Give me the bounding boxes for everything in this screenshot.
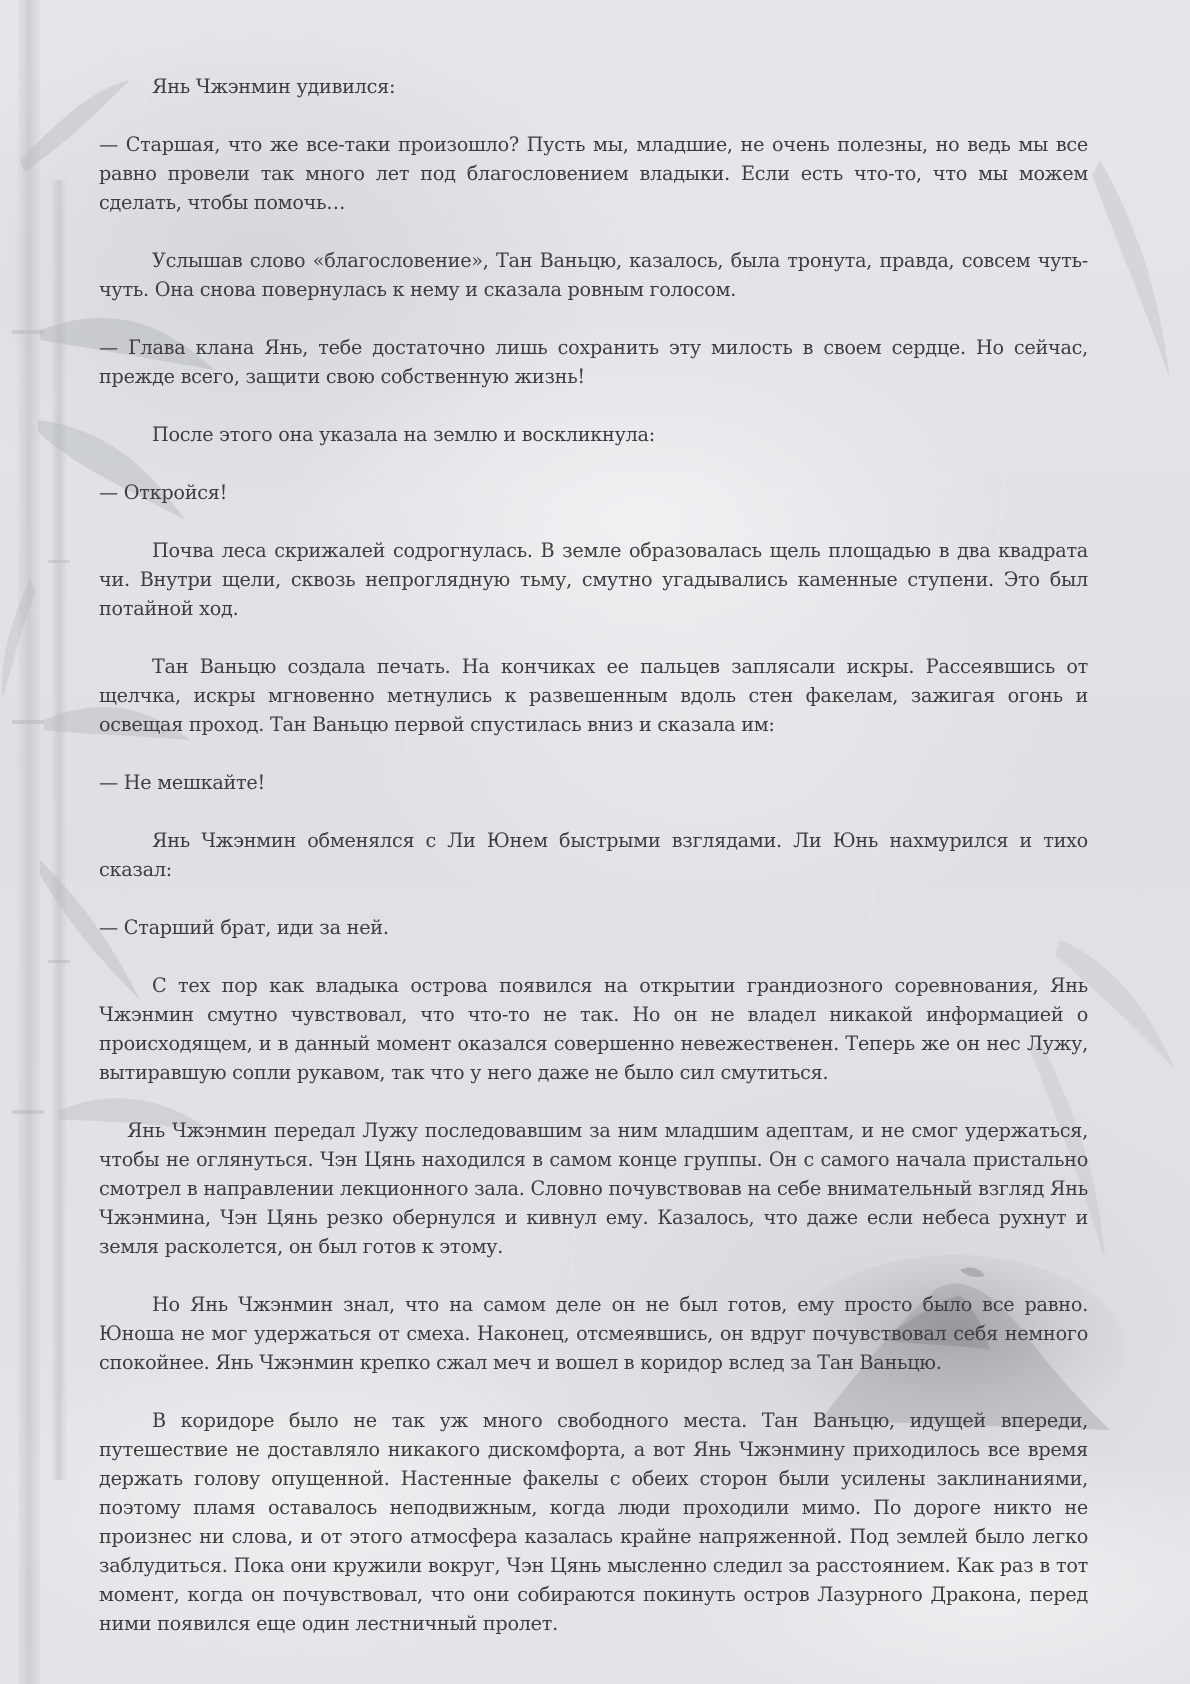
- paragraph: Янь Чжэнмин удивился:: [152, 75, 396, 98]
- paragraph: Янь Чжэнмин обменялся с Ли Юнем быстрыми взглядами. Ли Юнь нахмурился и тихо сказал:: [99, 829, 1088, 881]
- paragraph: С тех пор как владыка острова появился на открытии грандиозного соревнования, Янь Чжэнмин смутно чувствовал, что что-то не так. Но он не владел никакой информацией о происходящем, и в данный момент оказался совершенно невежественен. Теперь же он нес Лужу, вытиравшую сопли рукавом, так что у него даже не было сил смутиться.: [99, 974, 1088, 1084]
- dialogue-paragraph: — Откройся!: [99, 481, 228, 504]
- paragraph: В коридоре было не так уж много свободного места. Тан Ваньцю, идущей впереди, путешествие не доставляло никакого дискомфорта, а вот Янь Чжэнмину приходилось все время держать голову опущенной. Настенные факелы с обеих сторон были усилены заклинаниями, поэтому пламя оставалось неподвижным, когда люди проходили мимо. По дороге никто не произнес ни слова, и от этого атмосфера казалась крайне напряженной. Под землей было легко заблудиться. Пока они кружили вокруг, Чэн Цянь мысленно следил за расстоянием. Как раз в тот момент, когда он почувствовал, что они собираются покинуть остров Лазурного Дракона, перед ними появился еще один лестничный пролет.: [99, 1409, 1088, 1635]
- paragraph: Тан Ваньцю создала печать. На кончиках ее пальцев заплясали искры. Рассеявшись от щелчка, искры мгновенно метнулись к развешенным вдоль стен факелам, зажигая огонь и освещая проход. Тан Ваньцю первой спустилась вниз и сказала им:: [99, 655, 1088, 736]
- dialogue-paragraph: — Старший брат, иди за ней.: [99, 916, 389, 939]
- paragraph: Почва леса скрижалей содрогнулась. В земле образовалась щель площадью в два квадрата чи. Внутри щели, сквозь непроглядную тьму, смутно угадывались каменные ступени. Это был потайной ход.: [99, 539, 1088, 620]
- dialogue-paragraph: — Не мешкайте!: [99, 771, 265, 794]
- paragraph: Услышав слово «благословение», Тан Ваньцю, казалось, была тронута, правда, совсем чуть-чуть. Она снова повернулась к нему и сказала ровным голосом.: [99, 249, 1088, 301]
- dialogue-paragraph: — Глава клана Янь, тебе достаточно лишь сохранить эту милость в своем сердце. Но сейчас, прежде всего, защити свою собственную жизнь!: [99, 336, 1088, 388]
- dialogue-paragraph: — Старшая, что же все-таки произошло? Пусть мы, младшие, не очень полезны, но ведь мы все равно провели так много лет под благословением владыки. Если есть что-то, что мы можем сделать, чтобы помочь…: [99, 133, 1088, 214]
- paragraph: Янь Чжэнмин передал Лужу последовавшим за ним младшим адептам, и не смог удержаться, чтобы не оглянуться. Чэн Цянь находился в самом конце группы. Он с самого начала пристально смотрел в направлении лекционного зала. Словно почувствовав на себе внимательный взгляд Янь Чжэнмина, Чэн Цянь резко обернулся и кивнул ему. Казалось, что даже если небеса рухнут и земля расколется, он был готов к этому.: [99, 1119, 1088, 1258]
- document-body: [99, 72, 1088, 1667]
- paragraph: После этого она указала на землю и воскликнула:: [152, 423, 655, 446]
- paragraph: Но Янь Чжэнмин знал, что на самом деле он не был готов, ему просто было все равно. Юноша не мог удержаться от смеха. Наконец, отсмеявшись, он вдруг почувствовал себя немного спокойнее. Янь Чжэнмин крепко сжал меч и вошел в коридор вслед за Тан Ваньцю.: [99, 1293, 1088, 1374]
